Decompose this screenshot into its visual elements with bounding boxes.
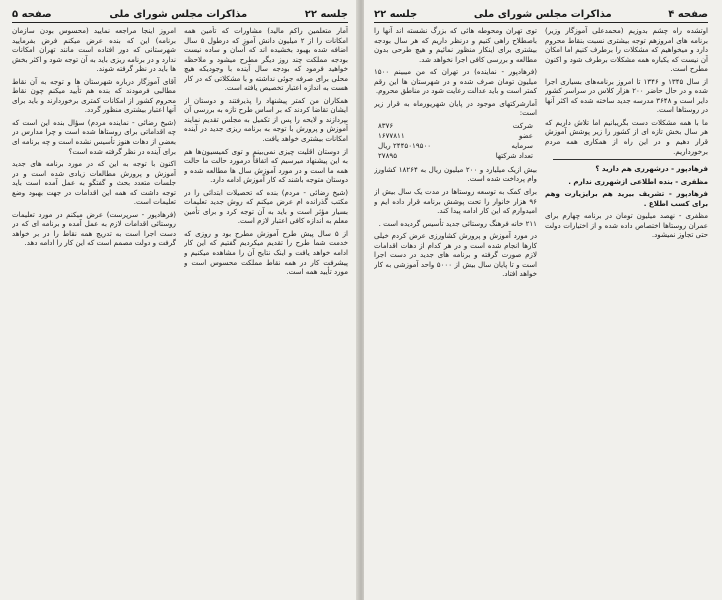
cooperatives-stats: [374, 121, 537, 161]
stat-label: شرکت: [512, 120, 533, 130]
stat-value: ۲۷۸۹۵: [378, 150, 398, 160]
paragraph: (فرهادپور - سرپرست) عرض میکنم در مورد تعلیمات روستائی اقدامات لازم به عمل آمده و برنامه ای که در دست اجرا است به تدریج همه نقاط را در بر خواهد گرفت و دولت مصمم است که این کار را ادامه دهد.: [12, 209, 176, 248]
paragraph: توی تهران ومحوطه هائی که بزرگ نشسته اند آنها را باصطلاح راهی کنیم و درنظر داریم که هر سال بودجه بیشتری برای اینکار منظور نمائیم و هیچ طرحی بدون مطالعه و بررسی کافی اجرا نخواهد شد.: [374, 26, 537, 64]
stat-row: [374, 141, 537, 151]
speaker-line: فرهادپور - تشریف بیرید هم برایزیارت وهم برای کسب اطلاع .: [545, 189, 708, 208]
paragraph: ما با همه مشکلات دست بگریبانیم اما تلاش داریم که هر سال بخش تازه ای از کشور را زیر پوشش آموزش قرار دهیم و در این راه از همکاری همه مردم برخورداریم.: [545, 117, 708, 156]
paragraph: مظفری - نهصد میلیون تومان در برنامه چهارم برای عمران روستاها اختصاص داده شده و از اختیارات دولت حتی تجاوز نمیشود.: [545, 211, 708, 240]
stat-label: تعداد شرکتها: [495, 150, 533, 160]
paragraph: از دوستان اقلیت چیزی نمی‌بینم و توی کمیسیون‌ها هم به این پیشنهاد میرسیم که اتفاقاً درمورد حالت ما حالت همه ما است و در مورد آموزش سال ها مطالعه شده و دوستان متوجه باشند که کار آموزش ادامه دارد.: [184, 146, 348, 185]
paragraph: اکنون با توجه به این که در مورد برنامه های جدید آموزش و پرورش مطالعات زیادی شده است و در جلسات متعدد بحث و گفتگو به عمل آمده است باید توجه داشت که همه این اقدامات در جهت بهبود وضع تعلیمات است.: [12, 159, 176, 207]
stat-label: عضو: [518, 130, 533, 140]
paragraph: برای کمک به توسعه روستاها در مدت یک سال بیش از ۹۶ هزار خانوار را تحت پوشش برنامه قرار داده ایم و امیدوارم که این کار ادامه پیدا کند.: [374, 187, 537, 216]
paragraph: اوتشده راه چشم بدوزیم (محمدعلی آموزگار وزیر) برنامه های امروزهم توجه بیشتری نسبت بنقاط محروم دارد و میخواهیم که مشکلات را برطرف کنیم اما امکان آن نیست که یکباره همه مشکلات برطرف شود و اکنون مطرح است.: [545, 26, 708, 74]
speaker-line: فرهادپور - درشهرری هم دارید ؟: [595, 164, 708, 174]
right-page-header: [374, 6, 708, 23]
stat-label: سرمایه: [511, 140, 533, 150]
left-session-label: جلسه ۲۲: [304, 8, 348, 20]
paragraph: همکاران من کمتر پیشنهاد را پذیرفتند و دوستان از ایشان تقاضا کردند که بر اساس طرح تازه به بررسی آن بپردازند و لایحه را پس از تکمیل به مجلس تقدیم نمایند آموزش و پرورش با توجه به برنامه ریزی جدید در آینده امکانات بیشتری خواهد یافت.: [184, 95, 348, 144]
right-page-title: مذاکرات مجلس شورای ملی: [473, 8, 612, 20]
right-page-columns: [374, 26, 708, 594]
paragraph: ۲۱۱ خانه فرهنگ روستائی جدید تأسیس گردیده است .: [378, 218, 537, 228]
paragraph: (فرهادپور - نماینده) در تهران که من میبینم ۱۵۰۰ میلیون تومان صرف شده و در شهرستان ها این رقم کمتر است و باید عدالت رعایت شود در مناطق محروم.: [374, 67, 537, 96]
paragraph: آمار متعلمین راکم مالید) مشاورات که تأمین همه امکانات را از ۲ میلیون دانش آموز که درطول ۵ سال اضافه شده بهبود بخشیده اند که آسان و ساده نیست بودجه مملکت چند روز دیگر مطرح میشود و ملاحظه خواهید فرمود که بودجه سال آینده با وجودیکه هیچ محلی برای صرفه جوئی نداشته و با مشکلاتی که در کار هست به اندازه اعتبار تخصیص یافته است.: [184, 26, 348, 93]
left-page-number: صفحه ۵: [12, 8, 52, 20]
stat-row: [374, 151, 537, 161]
paragraph: آقای آموزگار درباره شهرستان ها و توجه به آن نقاط مطالبی فرمودند که بنده هم تأیید میکنم چون نقاط محروم کشور از امکانات کمتری برخوردارند و باید برای آنها اعتبار بیشتری منظور گردد.: [12, 76, 176, 115]
paragraph: (شیخ رضائی - نماینده مردم) سؤال بنده این است که چه اقداماتی برای روستاها شده است و چرا مدارس در بعضی از دهات هنوز تأسیس نشده است و چه برنامه ای برای آینده در نظر گرفته شده است؟: [12, 117, 176, 156]
left-page: [0, 0, 358, 600]
paragraph: آمارشرکتهای موجود در پایان شهریورماه به قرار زیر است:: [374, 98, 537, 118]
paragraph: (شیخ رضائی - مردم) بنده که تحصیلات ابتدائی را در مکتب گذرانده ام عرض میکنم که روش جدید تعلیمات بسیار مؤثر است و باید به آن توجه کرد و برای تأمین معلم به اندازه کافی اعتبار لازم است.: [184, 187, 348, 226]
speaker-line: مظفری - بنده اطلاعی ازشهرری ندارم .: [568, 176, 708, 186]
stat-row: [374, 121, 537, 131]
section-divider: [553, 159, 700, 160]
paragraph: در مورد آموزش و پرورش کشاورزی عرض کردم خیلی کارها انجام شده است و در هر کدام از دهات اقدامات لازم صورت گرفته و برنامه های جدید در دست اجرا است و تا پایان سال بیش از ۵۰۰۰ واحد آموزشی به کار خواهد افتاد.: [374, 231, 537, 279]
left-col-a: [184, 26, 348, 594]
left-col-b: [12, 26, 176, 594]
stat-value: ۸۳۷۶: [378, 120, 394, 130]
paragraph: از سال ۱۳۴۵ و ۱۳۴۶ تا امروز برنامه‌های بسیاری اجرا شده و در حال حاضر ۲۰۰ هزار کلاس در سراسر کشور دایر است و ۳۶۴۸ مدرسه جدید ساخته شده که اکثر آنها در روستاها است.: [545, 76, 708, 115]
right-page: [364, 0, 722, 600]
left-page-header: [12, 6, 348, 23]
right-page-number: صفحه ۴: [668, 8, 708, 20]
paragraph: بیش ازیک میلیارد و ۲۰۰ میلیون ریال به ۱۸۲۶۴ کشاورز وام پرداخت شده است.: [374, 164, 537, 184]
stat-value: ۱۶۷۷۸۱۱: [378, 130, 405, 140]
stat-value: ۲۴۴۵۰۱۹۵۰۰ ریال: [378, 140, 432, 150]
left-page-columns: [12, 26, 348, 594]
right-col-b: [374, 26, 537, 594]
right-session-label: جلسه ۲۲: [374, 8, 418, 20]
paragraph: از ۵ سال پیش طرح آموزش مطرح بود و روزی که خدمت شما طرح را تقدیم میکردیم گفتیم که این کار ادامه خواهد یافت و اینک نتایج آن را مشاهده میکنیم و پیشرفت کار در همه نقاط مملکت محسوس است و مورد تأیید همه است.: [184, 228, 348, 277]
right-col-a: [545, 26, 708, 594]
paragraph: امروز اینجا مراجعه نمایید (محسوس بودن سازمان برنامه) این که بنده عرض میکنم فرض بفرمایید شهرستانی که دور افتاده است مانند تهران امکانات ندارد و در برنامه ریزی باید به آن توجه شود و اکثر بخش ها باید در نظر گرفته شوند.: [12, 26, 176, 74]
left-page-title: مذاکرات مجلس شورای ملی: [109, 8, 248, 20]
stat-row: [374, 131, 537, 141]
